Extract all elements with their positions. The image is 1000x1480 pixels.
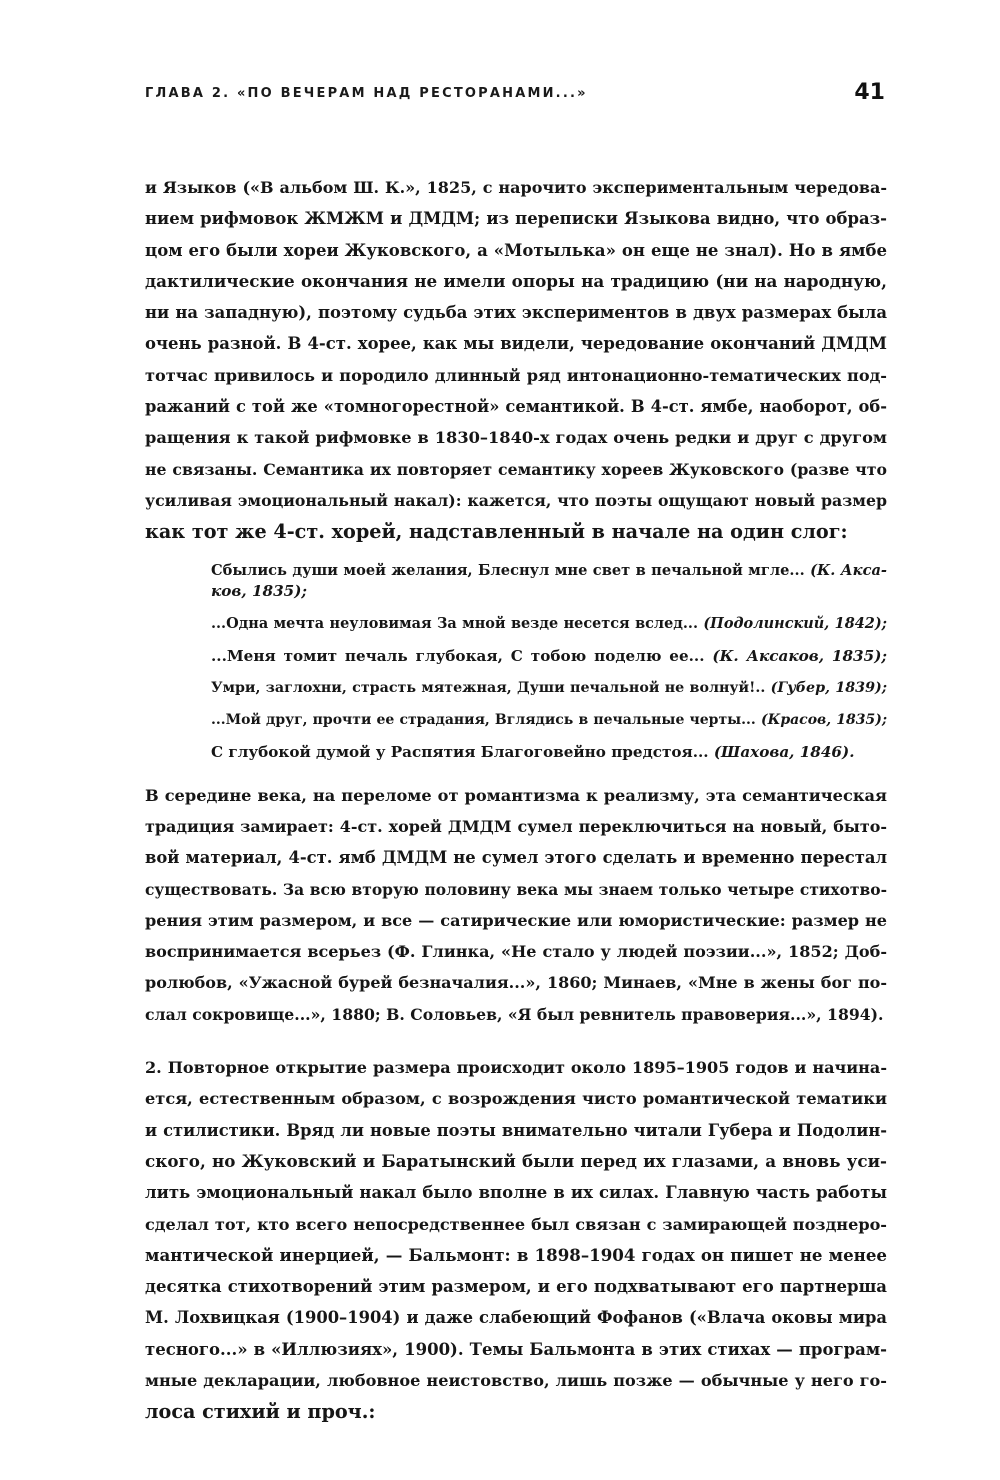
quote-source: (Подолинский, 1842); xyxy=(703,615,887,633)
text-line: ского, но Жуковский и Баратынский были перед их глазами, а вновь уси- xyxy=(145,1150,887,1171)
text-line: усиливая эмоциональный накал): кажется, что поэты ощущают новый размер xyxy=(145,490,887,510)
text-line: сделал тот, кто всего непосредственнее был связан с замирающей позднеро- xyxy=(145,1214,887,1234)
quote-source: (Красов, 1835); xyxy=(760,711,888,728)
quote-text: ...Одна мечта неуловимая За мной везде несется вслед... xyxy=(211,615,704,633)
text-line: нием рифмовок ЖМЖМ и ДМДМ; из переписки Языкова видно, что образ- xyxy=(145,209,887,229)
quote-line xyxy=(211,710,887,732)
text-line: не связаны. Семантика их повторяет семантику хореев Жуковского (разве что xyxy=(145,459,887,479)
text-line: очень разной. В 4-ст. хорее, как мы видели, чередование окончаний ДМДМ xyxy=(145,334,887,354)
text-line: ется, естественным образом, с возрождения чисто романтической тематики xyxy=(145,1089,887,1109)
quotation xyxy=(211,646,887,668)
quote-text: С глубокой думой у Распятия Благоговейно предстоя... xyxy=(211,743,714,762)
text-line: ролюбов, «Ужасной бурей безначалия...», 1860; Минаев, «Мне в жены бог по- xyxy=(145,973,887,993)
running-head: ГЛАВА 2. «ПО ВЕЧЕРАМ НАД РЕСТОРАНАМИ...» xyxy=(145,86,588,101)
text-line: лить эмоциональный накал было вполне в их силах. Главную часть работы xyxy=(145,1183,887,1203)
text-line: тотчас привилось и породило длинный ряд интонационно-тематических под- xyxy=(145,365,887,385)
paragraph-3 xyxy=(145,1052,887,1428)
text-line: мантической инерцией, — Бальмонт: в 1898–1904 годах он пишет не менее xyxy=(145,1244,887,1265)
text-line: мные декларации, любовное неистовство, лишь позже — обычные у него го- xyxy=(145,1371,887,1391)
text-line: вой материал, 4-ст. ямб ДМДМ не сумел этого сделать и временно перестал xyxy=(145,848,887,868)
text-line: слал сокровище...», 1880; В. Соловьев, «Я был ревнитель правоверия...», 1894). xyxy=(145,1004,884,1024)
paragraph-gap xyxy=(145,1030,887,1052)
text-line: ни на западную), поэтому судьба этих экспериментов в двух размерах была xyxy=(145,303,887,323)
text-line: дактилические окончания не имели опоры на традицию (ни на народную, xyxy=(145,270,887,291)
quote-text: ...Меня томит печаль глубокая, С тобою поделю ее... xyxy=(211,646,713,665)
quote-text: Умри, заглохни, страсть мятежная, Души печальной не волнуй!.. xyxy=(211,679,771,696)
quotation xyxy=(211,742,887,764)
quote-line xyxy=(211,742,887,764)
quotation-block xyxy=(211,560,887,764)
quote-line xyxy=(211,560,887,582)
quotation xyxy=(211,678,887,700)
text-line: цом его были хореи Жуковского, а «Мотылька» он еще не знал). Но в ямбе xyxy=(145,240,887,260)
text-line: В середине века, на переломе от романтизма к реализму, эта семантическая xyxy=(145,785,887,805)
text-line: лоса стихий и проч.: xyxy=(145,1400,376,1424)
text-line: воспринимается всерьез (Ф. Глинка, «Не стало у людей поэзии...», 1852; Доб- xyxy=(145,942,887,962)
quote-source: (Губер, 1839); xyxy=(770,679,887,696)
quote-source: (Шахова, 1846). xyxy=(713,743,855,762)
text-line: традиция замирает: 4-ст. хорей ДМДМ сумел переключиться на новый, быто- xyxy=(145,816,887,836)
text-line: ращения к такой рифмовке в 1830–1840-х годах очень редки и друг с другом xyxy=(145,428,887,448)
quote-text: Сбылись души моей желания, Блеснул мне свет в печальной мгле... xyxy=(211,561,811,579)
page-body xyxy=(145,172,887,1428)
quote-source: (К. Аксаков, 1835); xyxy=(712,646,887,665)
text-line: 2. Повторное открытие размера происходит около 1895–1905 годов и начина- xyxy=(145,1058,887,1078)
text-line: как тот же 4-ст. хорей, надставленный в начале на один слог: xyxy=(145,520,848,544)
text-line: существовать. За всю вторую половину века мы знаем только четыре стихотво- xyxy=(145,879,887,899)
text-line: рения этим размером, и все — сатирические или юмористические: размер не xyxy=(145,910,887,930)
text-line: и Языков («В альбом Ш. К.», 1825, с нарочито экспериментальным чередова- xyxy=(145,178,887,197)
quote-line xyxy=(211,678,887,700)
page-number: 41 xyxy=(854,80,885,105)
quote-line xyxy=(211,613,887,635)
text-line: десятка стихотворений этим размером, и его подхватывают его партнерша xyxy=(145,1277,887,1297)
quote-source: (К. Акса- xyxy=(810,561,887,579)
quote-line xyxy=(211,581,887,603)
quote-source: ков, 1835); xyxy=(211,582,308,601)
quote-text: ...Мой друг, прочти ее страдания, Вглядись в печальные черты... xyxy=(211,711,761,728)
text-line: и стилистики. Вряд ли новые поэты внимательно читали Губера и Подолин- xyxy=(145,1120,887,1140)
text-line: тесного...» в «Иллюзиях», 1900). Темы Бальмонта в этих стихах — програм- xyxy=(145,1339,887,1359)
text-line: ражаний с той же «томногорестной» семантикой. В 4-ст. ямбе, наоборот, об- xyxy=(145,397,887,417)
quote-line xyxy=(211,646,887,668)
paragraph-1 xyxy=(145,172,887,548)
text-line: М. Лохвицкая (1900–1904) и даже слабеющий Фофанов («Влача оковы мира xyxy=(145,1308,887,1328)
quotation xyxy=(211,710,887,732)
quotation xyxy=(211,613,887,635)
quotation xyxy=(211,560,887,603)
paragraph-2 xyxy=(145,780,887,1030)
